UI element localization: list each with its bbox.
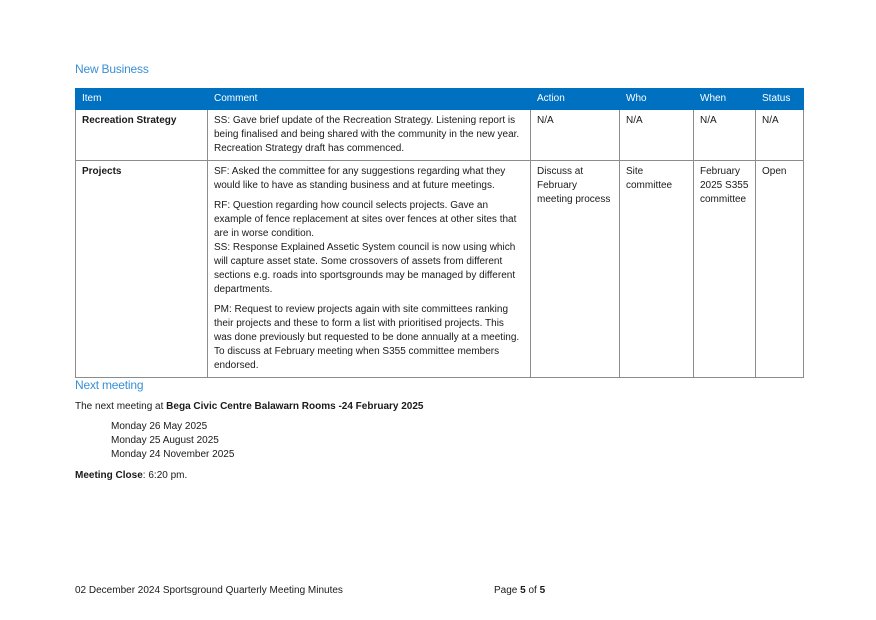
cell-comment: [208, 110, 531, 161]
column-header-comment: Comment: [208, 89, 531, 110]
column-header-item: Item: [76, 89, 208, 110]
column-header-when: When: [694, 89, 756, 110]
cell-item: Recreation Strategy: [76, 110, 208, 161]
footer-document-title: 02 December 2024 Sportsground Quarterly Meeting Minutes: [75, 585, 343, 596]
page-word: Page: [494, 585, 521, 596]
cell-when: February 2025 S355 committee: [694, 161, 756, 378]
column-header-who: Who: [620, 89, 694, 110]
meeting-date: Monday 26 May 2025: [111, 421, 208, 432]
next-meeting-line: [75, 400, 424, 414]
comment-paragraph: PM: Request to review projects again with site committees ranking their projects and these to form a list with prioritised projects. This was done previously but requested to be done annually at a meeting. To discuss at February meeting when S355 committee members endorsed.: [214, 304, 520, 371]
table-header-row: [76, 89, 804, 110]
comment-paragraph: SS: Gave brief update of the Recreation Strategy. Listening report is being finalised and being shared with the community in the new year. Recreation Strategy draft has commenced.: [214, 115, 520, 154]
page-of: of: [525, 585, 540, 596]
cell-item: Projects: [76, 161, 208, 378]
cell-status: N/A: [756, 110, 804, 161]
page-current: 5: [520, 585, 526, 596]
column-header-status: Status: [756, 89, 804, 110]
cell-who: N/A: [620, 110, 694, 161]
table-row: [76, 161, 804, 378]
cell-action: N/A: [531, 110, 620, 161]
meeting-dates-list: [111, 420, 234, 462]
meeting-date: Monday 25 August 2025: [111, 435, 219, 446]
meeting-close-label: Meeting Close: [75, 470, 143, 481]
comment-paragraph: SF: Asked the committee for any suggestions regarding what they would like to have as standing business and at future meetings.: [214, 166, 506, 191]
cell-comment: [208, 161, 531, 378]
comment-paragraph: SS: Response Explained Assetic System council is now using which will capture asset state. Some crossovers of assets from different sections e.g. roads into sportsgrounds may be managed by different departments.: [214, 242, 516, 295]
meeting-close-time: : 6:20 pm.: [142, 470, 188, 481]
next-meeting-location: Bega Civic Centre Balawarn Rooms -24 February 2025: [166, 401, 424, 412]
new-business-heading: New Business: [75, 62, 149, 76]
meeting-close: [75, 469, 187, 483]
cell-who: Site committee: [620, 161, 694, 378]
cell-when: N/A: [694, 110, 756, 161]
column-header-action: Action: [531, 89, 620, 110]
cell-action: Discuss at February meeting process: [531, 161, 620, 378]
next-meeting-intro: The next meeting at: [75, 401, 167, 412]
comment-paragraph: RF: Question regarding how council selects projects. Gave an example of fence replacement at sites over fences at other sites that are in worse condition.: [214, 200, 517, 239]
page-total: 5: [539, 585, 546, 596]
meeting-date: Monday 24 November 2025: [111, 449, 235, 460]
next-meeting-heading: Next meeting: [75, 378, 144, 392]
footer-page-number: [494, 584, 545, 598]
table-row: [76, 110, 804, 161]
new-business-table: [75, 88, 804, 378]
cell-status: Open: [756, 161, 804, 378]
